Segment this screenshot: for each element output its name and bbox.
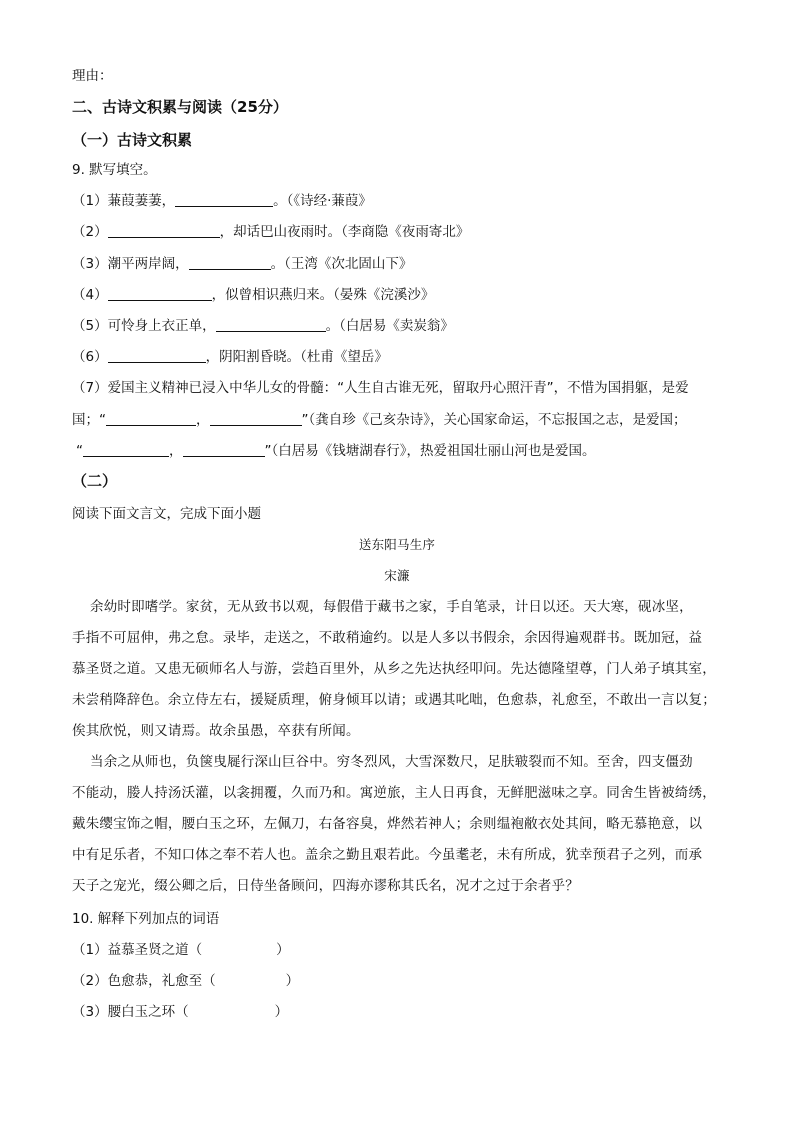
q10-item-2 — [72, 971, 299, 991]
answer-blank[interactable] — [108, 286, 212, 301]
passage-title: 送东阳马生序 — [358, 537, 436, 552]
q10-item-text: 色愈恭，礼愈至（ — [107, 973, 216, 989]
q9-item-2 — [72, 222, 469, 242]
q9-item-num: （5） — [72, 318, 108, 334]
q9-item-7-line2 — [72, 410, 687, 430]
answer-blank[interactable] — [189, 255, 271, 270]
q10-item-num: （1） — [72, 942, 108, 958]
answer-blank[interactable] — [175, 192, 273, 207]
q10-item-num: （3） — [72, 1004, 108, 1020]
q9-item-post: 。（王湾《次北固山下》 — [270, 256, 413, 272]
q10-item-close: ） — [276, 942, 290, 958]
q9-item-post: ，阴阳割昏晓。（杜甫《望岳》 — [205, 349, 388, 365]
q9-item-7-text: “ — [76, 443, 83, 459]
q9-item-num: （2） — [72, 224, 108, 240]
part1-heading: （一）古诗文积累 — [72, 131, 193, 149]
reading-instruction: 阅读下面文言文，完成下面小题 — [72, 506, 261, 522]
passage-line: 未尝稍降辞色。余立侍左右，援疑质理，俯身倾耳以请；或遇其叱咄，色愈恭，礼愈至，不敢出一言以复； — [72, 692, 716, 708]
q9-item-5 — [72, 316, 454, 336]
q9-item-post: ，似曾相识燕归来。（晏殊《浣溪沙》 — [211, 287, 435, 303]
part2-heading: （二） — [72, 472, 118, 490]
passage-author: 宋濂 — [384, 568, 410, 583]
q9-item-7-line1: （7）爱国主义精神已浸入中华儿女的骨髓：“人生自古谁无死，留取丹心照汗青”，不惜为国捐躯，是爱 — [72, 380, 689, 396]
answer-blank[interactable] — [183, 442, 265, 457]
q9-item-7-text: ， — [196, 412, 210, 428]
q9-item-num: （4） — [72, 287, 108, 303]
answer-blank[interactable] — [106, 411, 196, 426]
passage-line: 戴朱缨宝饰之帽，腰白玉之环，左佩刀，右备容臭，烨然若神人；余则缊袍敝衣处其间，略无慕艳意，以 — [72, 816, 703, 832]
q9-item-7-line3 — [76, 441, 596, 461]
reason-label: 理由： — [72, 68, 113, 84]
q9-item-7-text: 国；“ — [72, 412, 106, 428]
section2-heading: 二、古诗文积累与阅读（25分） — [72, 98, 288, 116]
q9-item-7-text: ， — [169, 443, 183, 459]
q9-item-pre: 可怜身上衣正单， — [107, 318, 216, 334]
q9-item-6 — [72, 347, 388, 367]
answer-blank[interactable] — [108, 348, 206, 363]
passage-line: 当余之从师也，负箧曳屣行深山巨谷中。穷冬烈风，大雪深数尺，足肤皲裂而不知。至舍，四支僵劲 — [90, 754, 693, 770]
q9-item-num: （6） — [72, 349, 108, 365]
passage-line: 慕圣贤之道。又患无硕师名人与游，尝趋百里外，从乡之先达执经叩问。先达德隆望尊，门人弟子填其室， — [72, 661, 716, 677]
q10-item-num: （2） — [72, 973, 108, 989]
q9-item-7-text: ”（龚自珍《己亥杂诗》，关心国家命运，不忘报国之志，是爱国； — [301, 412, 687, 428]
q10-item-text: 益慕圣贤之道（ — [107, 942, 203, 958]
q9-item-post: 。（《诗经·蒹葭》 — [273, 193, 372, 209]
answer-blank[interactable] — [216, 317, 326, 332]
passage-line: 中有足乐者，不知口体之奉不若人也。盖余之勤且艰若此。今虽耄老，未有所成，犹幸预君子之列，而承 — [72, 847, 703, 863]
q9-item-1 — [72, 191, 372, 211]
answer-blank[interactable] — [210, 411, 302, 426]
q9-item-4 — [72, 285, 434, 305]
q9-item-pre: 蒹葭萋萋， — [107, 193, 176, 209]
q10-item-3 — [72, 1002, 288, 1022]
passage-line: 手指不可屈伸，弗之怠。录毕，走送之，不敢稍逾约。以是人多以书假余，余因得遍观群书。既加冠，益 — [72, 630, 703, 646]
passage-line: 不能动，媵人持汤沃灌，以衾拥覆，久而乃和。寓逆旅，主人日再食，无鲜肥滋味之享。同舍生皆被绮绣， — [72, 785, 716, 801]
answer-blank[interactable] — [83, 442, 169, 457]
q9-item-num: （3） — [72, 256, 108, 272]
q9-item-3 — [72, 254, 412, 274]
q10-item-text: 腰白玉之环（ — [107, 1004, 189, 1020]
passage-line: 天子之宠光，缀公卿之后，日侍坐备顾问，四海亦谬称其氏名，况才之过于余者乎？ — [72, 878, 579, 894]
q9-item-num: （1） — [72, 193, 108, 209]
q9-item-post: 。（白居易《卖炭翁》 — [325, 318, 454, 334]
q9-item-pre: 潮平两岸阔， — [107, 256, 189, 272]
q9-item-post: ，却话巴山夜雨时。（李商隐《夜雨寄北》 — [219, 224, 470, 240]
q10-title: 10. 解释下列加点的词语 — [72, 911, 220, 927]
passage-line: 余幼时即嗜学。家贫，无从致书以观，每假借于藏书之家，手自笔录，计日以还。天大寒，砚冰坚， — [90, 599, 693, 615]
q9-item-7-text: ”（白居易《钱塘湖春行》，热爱祖国壮丽山河也是爱国。 — [264, 443, 596, 459]
passage-line: 俟其欣悦，则又请焉。故余虽愚，卒获有所闻。 — [72, 723, 360, 739]
q10-item-1 — [72, 940, 290, 960]
q10-item-close: ） — [274, 1004, 289, 1020]
q9-title: 9. 默写填空。 — [72, 162, 157, 178]
q10-item-close: ） — [285, 973, 300, 989]
answer-blank[interactable] — [108, 223, 220, 238]
